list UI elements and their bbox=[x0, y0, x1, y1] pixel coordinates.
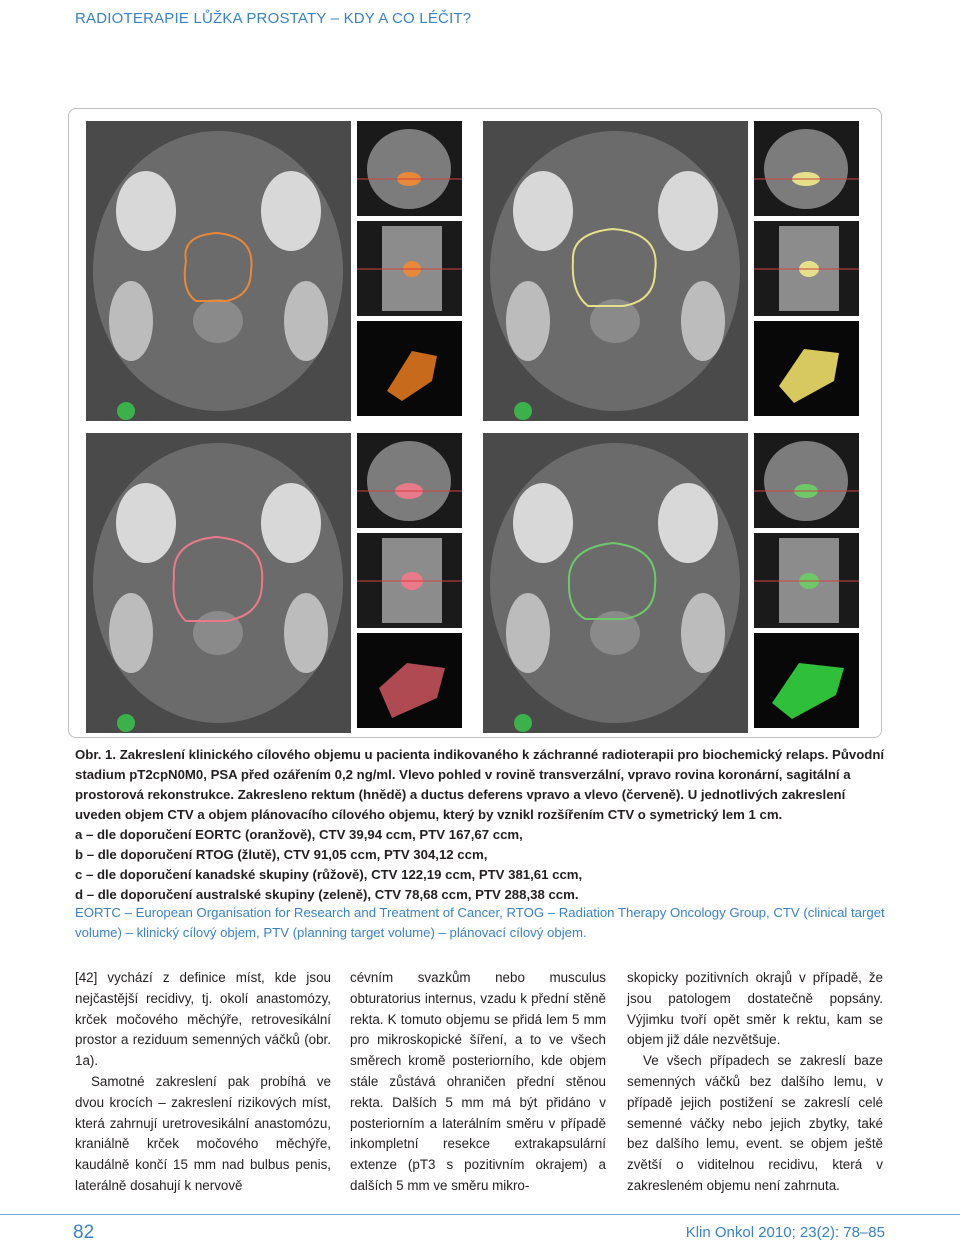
page-number: 82 bbox=[73, 1222, 95, 1243]
ct-3d-reconstruction bbox=[754, 321, 859, 416]
ct-transverse-image bbox=[483, 433, 748, 733]
paragraph: Samotné zakreslení pak probíhá ve dvou krocích – zakreslení rizikových míst, která zahrnují uretrovesikální anastomózu, kraniálně krček močového měchýře, kaudálně končí 15 mm nad bulbus penis, laterálně dosahují k nervově bbox=[75, 1073, 331, 1193]
figure-panel-a bbox=[79, 109, 474, 419]
caption-main: Obr. 1. Zakreslení klinického cílového objemu u pacienta indikovaného k záchranné radioterapii pro biochemický relaps. Původní stadium pT2cpN0M0, PSA před ozářením 0,2 ng/ml. Vlevo pohled v rovině transverzální, vpravo rovina koronární, sagitální a prostorová rekonstrukce. Zakresleno rektum (hnědě) a ductus deferens vpravo a vlevo (červeně). U jednotlivých zakreslení uveden objem CTV a objem plánovacího cílového objemu, který by vznikl rozšířením CTV o symetrický lem 1 cm. bbox=[75, 747, 885, 822]
caption-item-b: b – dle doporučení RTOG (žlutě), CTV 91,05 ccm, PTV 304,12 ccm, bbox=[75, 847, 488, 862]
running-head: RADIOTERAPIE LŮŽKA PROSTATY – KDY A CO LÉČIT? bbox=[75, 10, 472, 27]
body-column-3 bbox=[627, 968, 883, 1197]
paragraph: [42] vychází z definice míst, kde jsou nejčastější recidivy, tj. okolí anastomózy, krček močového měchýře, retrovesikální prostor a reziduum semenných váčků (obr. 1a). bbox=[75, 970, 331, 1069]
body-column-1 bbox=[75, 968, 331, 1197]
figure-panel-b bbox=[476, 109, 871, 419]
footer-rule bbox=[0, 1214, 960, 1215]
figure-panel-c bbox=[79, 425, 474, 735]
ct-transverse-image bbox=[86, 121, 351, 421]
caption-item-c: c – dle doporučení kanadské skupiny (růžově), CTV 122,19 ccm, PTV 381,61 ccm, bbox=[75, 867, 583, 882]
figure-frame bbox=[68, 108, 882, 738]
body-column-2 bbox=[350, 968, 606, 1197]
figure-panel-d bbox=[476, 425, 871, 735]
journal-reference: Klin Onkol 2010; 23(2): 78–85 bbox=[685, 1224, 885, 1241]
ct-3d-reconstruction bbox=[357, 321, 462, 416]
ct-sagittal-image bbox=[357, 221, 462, 316]
figure-caption bbox=[75, 745, 887, 905]
abbreviation-note: EORTC – European Organisation for Research and Treatment of Cancer, RTOG – Radiation Therapy Oncology Group, CTV (clinical target volume) – klinický cílový objem, PTV (planning target volume) – plánovací cílový objem. bbox=[75, 905, 885, 940]
paragraph: skopicky pozitivních okrajů v případě, že jsou patologem dostatečně popsány. Výjimku tvoří opět směr k rektu, kam se objem již dále nezvětšuje. bbox=[627, 970, 883, 1048]
ct-sagittal-image bbox=[357, 533, 462, 628]
ct-coronal-image bbox=[754, 433, 859, 528]
caption-item-a: a – dle doporučení EORTC (oranžově), CTV 39,94 ccm, PTV 167,67 ccm, bbox=[75, 827, 523, 842]
ct-sagittal-image bbox=[754, 533, 859, 628]
paragraph: cévním svazkům nebo musculus obturatorius internus, vzadu k přední stěně rekta. K tomuto objemu se přidá lem 5 mm pro mikroskopické šíření, a to ve všech směrech kromě posteriorního, kde objem stále zůstává ohraničen přední stěnou rekta. Dalších 5 mm má být přidáno v posteriorním a laterálním směru v případě inkompletní resekce extrakapsulární extenze (pT3 s pozitivním okrajem) a dalších 5 mm ve směru mikro- bbox=[350, 970, 606, 1193]
ct-coronal-image bbox=[357, 121, 462, 216]
ct-transverse-image bbox=[483, 121, 748, 421]
ct-coronal-image bbox=[754, 121, 859, 216]
ct-sagittal-image bbox=[754, 221, 859, 316]
ct-transverse-image bbox=[86, 433, 351, 733]
ct-coronal-image bbox=[357, 433, 462, 528]
ct-3d-reconstruction bbox=[754, 633, 859, 728]
ct-3d-reconstruction bbox=[357, 633, 462, 728]
caption-item-d: d – dle doporučení australské skupiny (zeleně), CTV 78,68 ccm, PTV 288,38 ccm. bbox=[75, 887, 579, 902]
paragraph: Ve všech případech se zakreslí baze semenných váčků bez dalšího lemu, v případě jejich postižení se zakreslí celé semenné váčky nebo jejich zbytky, také bez dalšího lemu, event. se objem ještě zvětší o viditelnou recidivu, která v zakresleném objemu není zahrnuta. bbox=[627, 1053, 883, 1193]
